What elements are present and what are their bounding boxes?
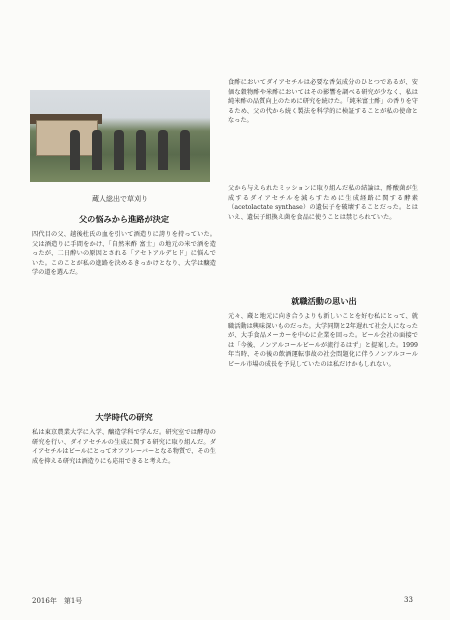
section-heading-3: 就職活動の思い出 [291, 296, 357, 306]
worker-figure [70, 130, 80, 170]
worker-figure [158, 130, 168, 170]
worker-figure [136, 130, 146, 170]
worker-figure [92, 130, 102, 170]
footer-issue: 2016年 第1号 [32, 597, 83, 605]
right-col-body-2: 父から与えられたミッションに取り組んだ私の結論は、酢酸菌が生成するダイアセチルを減らすために生成経路に関する酵素（acetolactate synthase）の遺伝子を破壊することだった。とはいえ、遺伝子組換え菌を食品に使うことは禁じられていた。 [228, 185, 418, 221]
section-body-1: 四代目の父、越後杜氏の血を引いて酒造りに誇りを持っていた。父は酒造りに手間をかけ、「自然米酢 富士」の地元の米で酒を造ったが、二日酔いの原因とされる「アセトアルデヒド」に悩んでいた。このことが私の進路を決めるきっかけとなり、大学は醸造学の道を選んだ。 [32, 231, 216, 277]
photo-caption: 蔵人総出で草刈り [92, 195, 148, 203]
right-col-body-1: 食酢においてダイアセチルは必要な香気成分のひとつであるが、安価な穀物酢や米酢においてはその影響を調べる研究が少なく、私は純米酢の品質向上のために研究を続けた。「純米富士酢」の香りを守るため、父の代から続く製法を科学的に検証することが私の使命となった。 [228, 79, 418, 125]
section-heading-2: 大学時代の研究 [95, 412, 153, 422]
field-photo [30, 90, 210, 182]
house [36, 120, 98, 156]
section-heading-1: 父の悩みから進路が決定 [78, 214, 170, 224]
page-number: 33 [404, 596, 413, 604]
worker-figure [114, 130, 124, 170]
right-col-body-3: 元々、蔵と地元に向き合うよりも新しいことを好む私にとって、就職活動は興味深いものだった。大学同期と2年遅れて社会人になったが、大手食品メーカーを中心に企業を回った。ビール会社の面接では「今後、ノンアルコールビールが流行るはず」と提案した。1999年当時、その後の飲酒運転事故の社会問題化に伴うノンアルコールビール市場の成長を予見していたのは私だけかもしれない。 [228, 313, 418, 368]
worker-figure [180, 130, 190, 170]
section-body-2: 私は東京農業大学に入学、醸造学科で学んだ。研究室では酵母の研究を行い、ダイアセチルの生成に関する研究に取り組んだ。ダイアセチルはビールにとってオフフレーバーとなる物質で、その生成を抑える研究は酒造りにも応用できると考えた。 [32, 429, 216, 465]
